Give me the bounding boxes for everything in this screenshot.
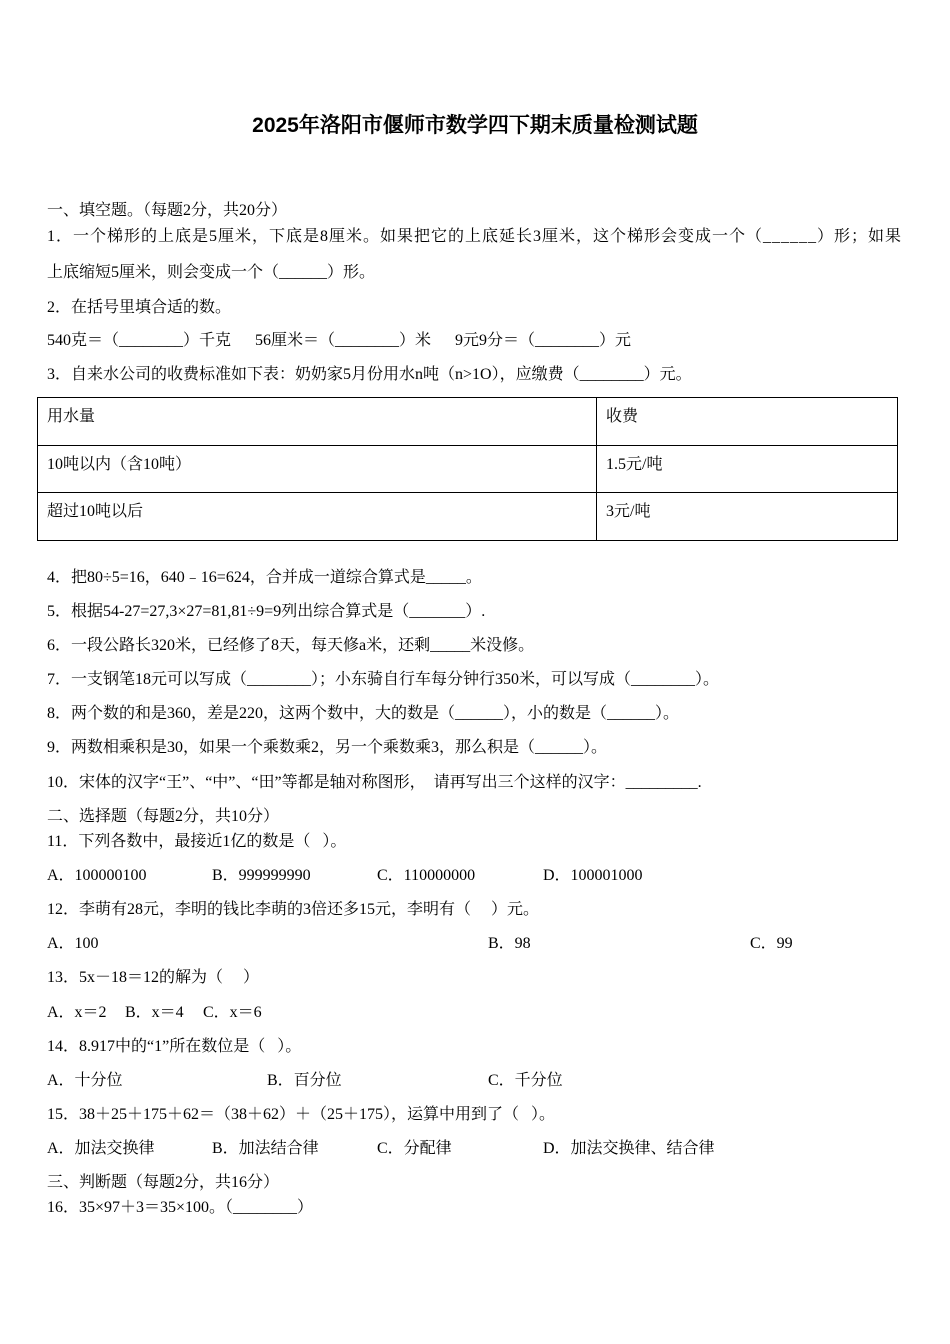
- option-a: A．x＝2: [47, 1004, 107, 1021]
- question-16-text: 16．35×97＋3＝35×100。（________）: [47, 1199, 314, 1216]
- question-4-text: 4．把80÷5=16，640﹣16=624，合并成一道综合算式是_____。: [47, 569, 482, 586]
- question-3-text: 3．自来水公司的收费标准如下表：奶奶家5月份用水n吨（n>1O），应缴费（________）元。: [47, 366, 692, 383]
- question-1-line-1: 1．一个梯形的上底是5厘米，下底是8厘米。如果把它的上底延长3厘米，这个梯形会变成一个（______）形；如果: [47, 228, 903, 245]
- section2-heading: 二、选择题（每题2分，共10分）: [47, 808, 280, 825]
- option-d: D．加法交换律、结合律: [543, 1140, 715, 1157]
- option-b: B．百分位: [267, 1072, 342, 1089]
- question-6-text: 6．一段公路长320米，已经修了8天，每天修a米，还剩_____米没修。: [47, 637, 535, 654]
- question-14-text: 14．8.917中的“1”所在数位是（ ）。: [47, 1038, 302, 1055]
- question-15-text: 15．38＋25＋175＋62＝（38＋62）＋（25＋175），运算中用到了（ ）。: [47, 1106, 556, 1123]
- table-cell: 超过10吨以后: [38, 493, 597, 541]
- option-a: A．加法交换律: [47, 1140, 155, 1157]
- option-c: C．千分位: [488, 1072, 563, 1089]
- option-c: C．x＝6: [203, 1004, 262, 1021]
- option-d: D．100001000: [543, 867, 643, 884]
- table-header-row: [38, 398, 898, 446]
- table-row: [38, 493, 898, 541]
- water-fee-table: [37, 397, 898, 541]
- option-b: B．x＝4: [125, 1004, 184, 1021]
- question-2-blank-2: 56厘米＝（________）米: [255, 332, 432, 349]
- option-c: C．110000000: [377, 867, 476, 884]
- option-b: B．98: [488, 935, 531, 952]
- question-7-text: 7．一支钢笔18元可以写成（________）；小东骑自行车每分钟行350米，可以写成（________）。: [47, 671, 720, 688]
- question-11-text: 11．下列各数中，最接近1亿的数是（ ）。: [47, 833, 347, 850]
- option-a: A．100: [47, 935, 99, 952]
- question-2-text: 2．在括号里填合适的数。: [47, 299, 232, 316]
- page-title: 2025年洛阳市偃师市数学四下期末质量检测试题: [252, 114, 698, 137]
- option-b: B．加法结合律: [212, 1140, 319, 1157]
- question-2-blank-1: 540克＝（________）千克: [47, 332, 232, 349]
- section3-heading: 三、判断题（每题2分，共16分）: [47, 1174, 280, 1191]
- option-a: A．十分位: [47, 1072, 123, 1089]
- table-cell: 3元/吨: [597, 493, 898, 541]
- option-a: A．100000100: [47, 867, 147, 884]
- table-cell: 10吨以内（含10吨）: [38, 446, 597, 493]
- section1-heading: 一、填空题。（每题2分，共20分）: [47, 202, 288, 219]
- question-12-text: 12．李萌有28元，李明的钱比李萌的3倍还多15元，李明有（ ）元。: [47, 901, 540, 918]
- question-8-text: 8．两个数的和是360，差是220，这两个数中，大的数是（______），小的数是（______）。: [47, 705, 680, 722]
- question-1-line-2: 上底缩短5厘米，则会变成一个（______）形。: [47, 264, 376, 281]
- question-13-text: 13．5x－18＝12的解为（ ）: [47, 969, 260, 986]
- question-2-blank-3: 9元9分＝（________）元: [455, 332, 632, 349]
- question-10-text: 10．宋体的汉字“王”、“中”、“田”等都是轴对称图形， 请再写出三个这样的汉字：_________.: [47, 774, 702, 791]
- question-5-text: 5．根据54-27=27,3×27=81,81÷9=9列出综合算式是（_______）.: [47, 603, 486, 620]
- question-9-text: 9．两数相乘积是30，如果一个乘数乘2，另一个乘数乘3，那么积是（______）。: [47, 739, 608, 756]
- table-row: [38, 446, 898, 493]
- table-header-cell: 收费: [597, 398, 898, 446]
- option-c: C．分配律: [377, 1140, 452, 1157]
- table-cell: 1.5元/吨: [597, 446, 898, 493]
- table-header-cell: 用水量: [38, 398, 597, 446]
- option-b: B．999999990: [212, 867, 311, 884]
- option-c: C．99: [750, 935, 793, 952]
